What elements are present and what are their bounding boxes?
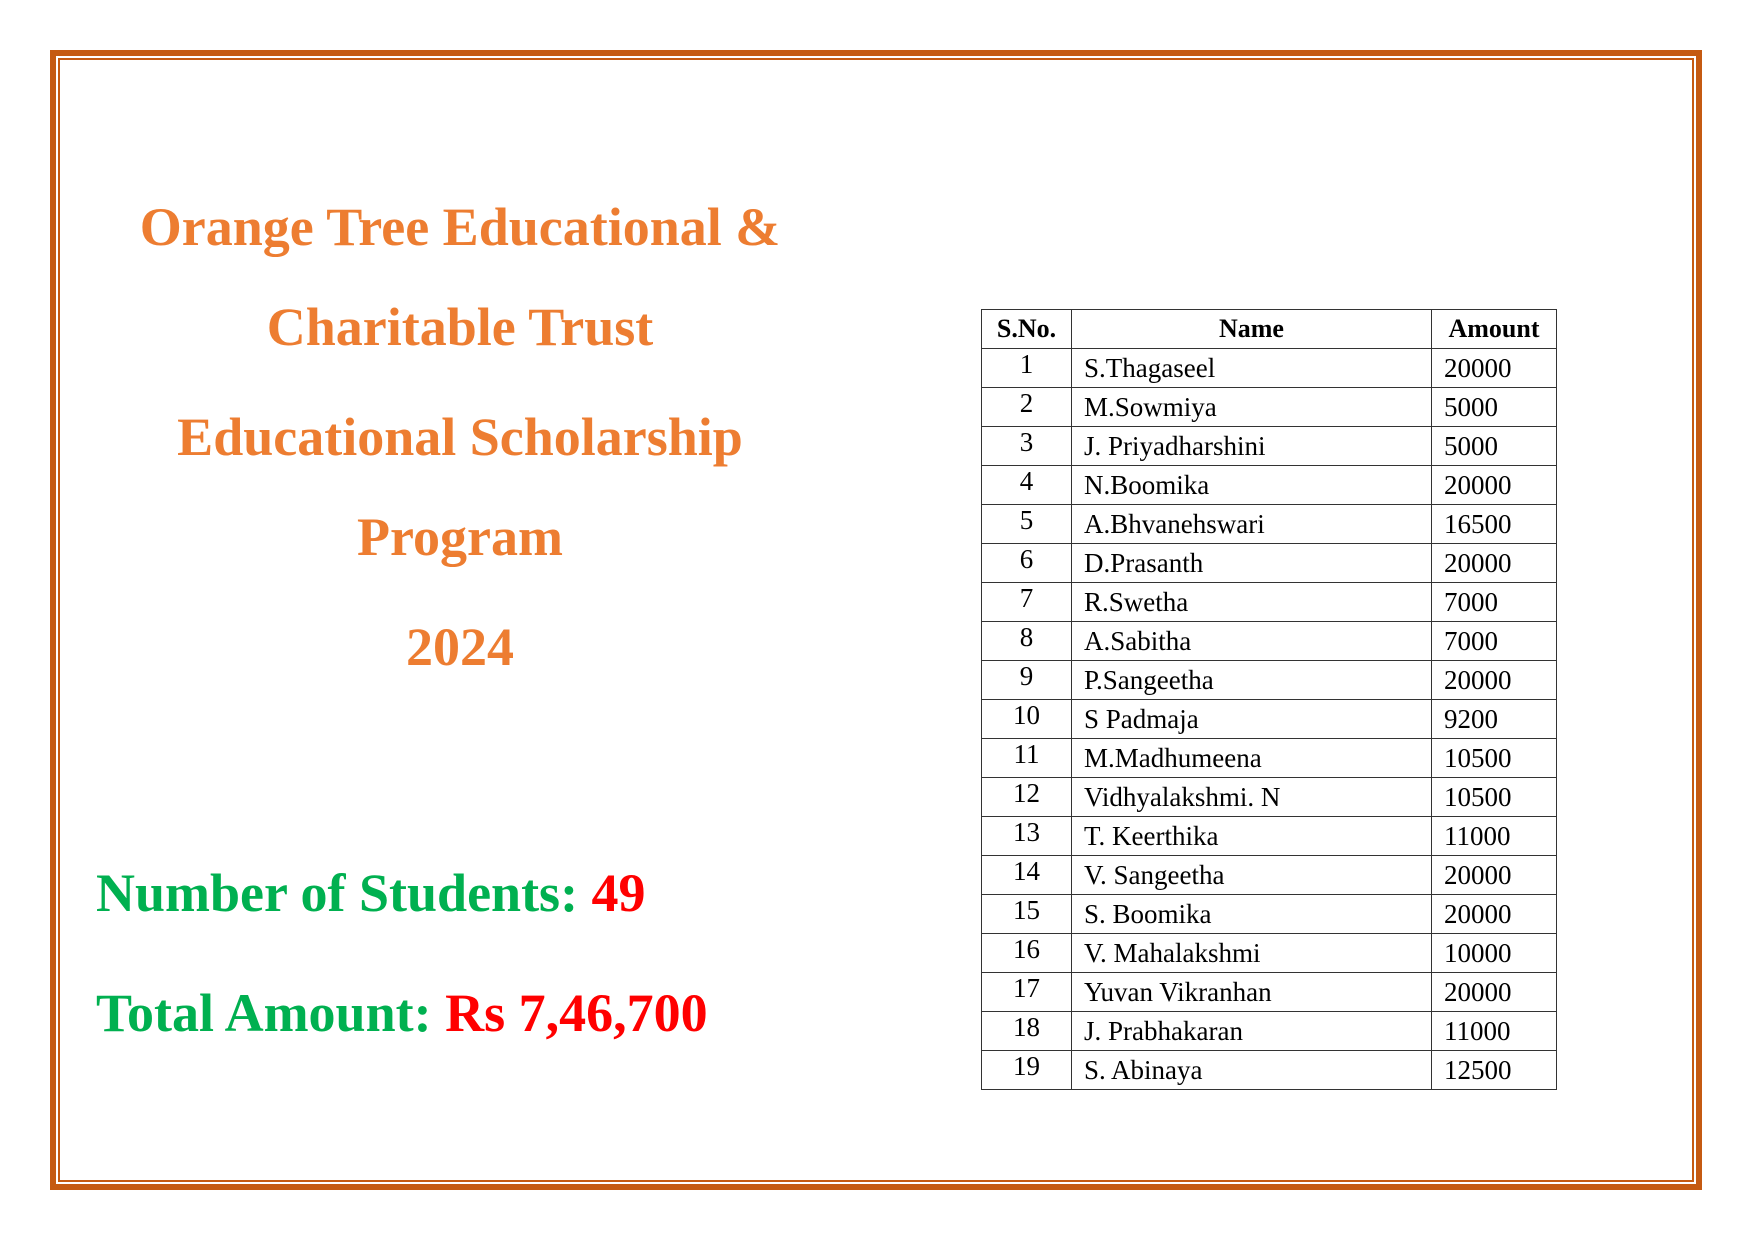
cell-name: J. Prabhakaran xyxy=(1072,1012,1432,1051)
cell-sno: 10 xyxy=(982,700,1072,739)
total-value: Rs 7,46,700 xyxy=(445,983,708,1043)
cell-amount: 20000 xyxy=(1432,973,1557,1012)
table-row xyxy=(982,544,1557,583)
cell-name: T. Keerthika xyxy=(1072,817,1432,856)
table-row xyxy=(982,505,1557,544)
cell-sno: 19 xyxy=(982,1051,1072,1090)
cell-name: J. Priyadharshini xyxy=(1072,427,1432,466)
cell-amount: 11000 xyxy=(1432,817,1557,856)
cell-amount: 20000 xyxy=(1432,349,1557,388)
cell-sno: 18 xyxy=(982,1012,1072,1051)
cell-amount: 10500 xyxy=(1432,778,1557,817)
cell-sno: 7 xyxy=(982,583,1072,622)
table-row xyxy=(982,856,1557,895)
cell-sno: 8 xyxy=(982,622,1072,661)
table-row xyxy=(982,700,1557,739)
cell-amount: 12500 xyxy=(1432,1051,1557,1090)
title-line: Charitable Trust xyxy=(266,297,654,357)
cell-sno: 3 xyxy=(982,427,1072,466)
table-row xyxy=(982,349,1557,388)
title-line: Program xyxy=(357,507,563,567)
table-row xyxy=(982,466,1557,505)
table-row xyxy=(982,778,1557,817)
cell-name: P.Sangeetha xyxy=(1072,661,1432,700)
table-header-row xyxy=(982,310,1557,349)
cell-name: S. Abinaya xyxy=(1072,1051,1432,1090)
cell-name: D.Prasanth xyxy=(1072,544,1432,583)
cell-name: S. Boomika xyxy=(1072,895,1432,934)
cell-name: M.Sowmiya xyxy=(1072,388,1432,427)
cell-sno: 11 xyxy=(982,739,1072,778)
cell-amount: 7000 xyxy=(1432,583,1557,622)
cell-sno: 2 xyxy=(982,388,1072,427)
students-count xyxy=(96,862,646,924)
table-row xyxy=(982,622,1557,661)
cell-amount: 20000 xyxy=(1432,544,1557,583)
table-row xyxy=(982,1012,1557,1051)
cell-sno: 9 xyxy=(982,661,1072,700)
cell-sno: 4 xyxy=(982,466,1072,505)
cell-amount: 5000 xyxy=(1432,388,1557,427)
cell-sno: 14 xyxy=(982,856,1072,895)
cell-sno: 16 xyxy=(982,934,1072,973)
cell-name: A.Bhvanehswari xyxy=(1072,505,1432,544)
title-line: Orange Tree Educational & xyxy=(139,197,781,257)
cell-name: Vidhyalakshmi. N xyxy=(1072,778,1432,817)
table-row xyxy=(982,427,1557,466)
table-body xyxy=(982,349,1557,1090)
cell-name: S Padmaja xyxy=(1072,700,1432,739)
cell-amount: 20000 xyxy=(1432,895,1557,934)
cell-sno: 15 xyxy=(982,895,1072,934)
cell-amount: 20000 xyxy=(1432,856,1557,895)
cell-name: V. Mahalakshmi xyxy=(1072,934,1432,973)
cell-amount: 10000 xyxy=(1432,934,1557,973)
cell-amount: 7000 xyxy=(1432,622,1557,661)
cell-amount: 9200 xyxy=(1432,700,1557,739)
cell-name: S.Thagaseel xyxy=(1072,349,1432,388)
cell-sno: 13 xyxy=(982,817,1072,856)
document-title xyxy=(90,185,830,705)
cell-name: Yuvan Vikranhan xyxy=(1072,973,1432,1012)
table-row xyxy=(982,895,1557,934)
total-amount xyxy=(96,982,708,1044)
table-row xyxy=(982,1051,1557,1090)
cell-sno: 5 xyxy=(982,505,1072,544)
cell-name: V. Sangeetha xyxy=(1072,856,1432,895)
cell-sno: 1 xyxy=(982,349,1072,388)
cell-sno: 6 xyxy=(982,544,1072,583)
title-year: 2024 xyxy=(406,617,514,677)
table-row xyxy=(982,739,1557,778)
cell-name: M.Madhumeena xyxy=(1072,739,1432,778)
table-row xyxy=(982,973,1557,1012)
header-amount: Amount xyxy=(1432,310,1557,349)
title-line: Educational Scholarship xyxy=(177,407,743,467)
total-label: Total Amount: xyxy=(96,983,446,1043)
header-name: Name xyxy=(1072,310,1432,349)
scholarship-table xyxy=(981,309,1557,1090)
cell-amount: 5000 xyxy=(1432,427,1557,466)
cell-amount: 16500 xyxy=(1432,505,1557,544)
cell-name: N.Boomika xyxy=(1072,466,1432,505)
table-row xyxy=(982,388,1557,427)
table-row xyxy=(982,661,1557,700)
cell-name: A.Sabitha xyxy=(1072,622,1432,661)
students-label: Number of Students: xyxy=(96,863,592,923)
cell-amount: 10500 xyxy=(1432,739,1557,778)
table-row xyxy=(982,583,1557,622)
table-row xyxy=(982,934,1557,973)
cell-name: R.Swetha xyxy=(1072,583,1432,622)
table-row xyxy=(982,817,1557,856)
students-value: 49 xyxy=(591,863,646,923)
cell-amount: 20000 xyxy=(1432,661,1557,700)
cell-sno: 17 xyxy=(982,973,1072,1012)
cell-amount: 20000 xyxy=(1432,466,1557,505)
cell-amount: 11000 xyxy=(1432,1012,1557,1051)
cell-sno: 12 xyxy=(982,778,1072,817)
header-sno: S.No. xyxy=(982,310,1072,349)
